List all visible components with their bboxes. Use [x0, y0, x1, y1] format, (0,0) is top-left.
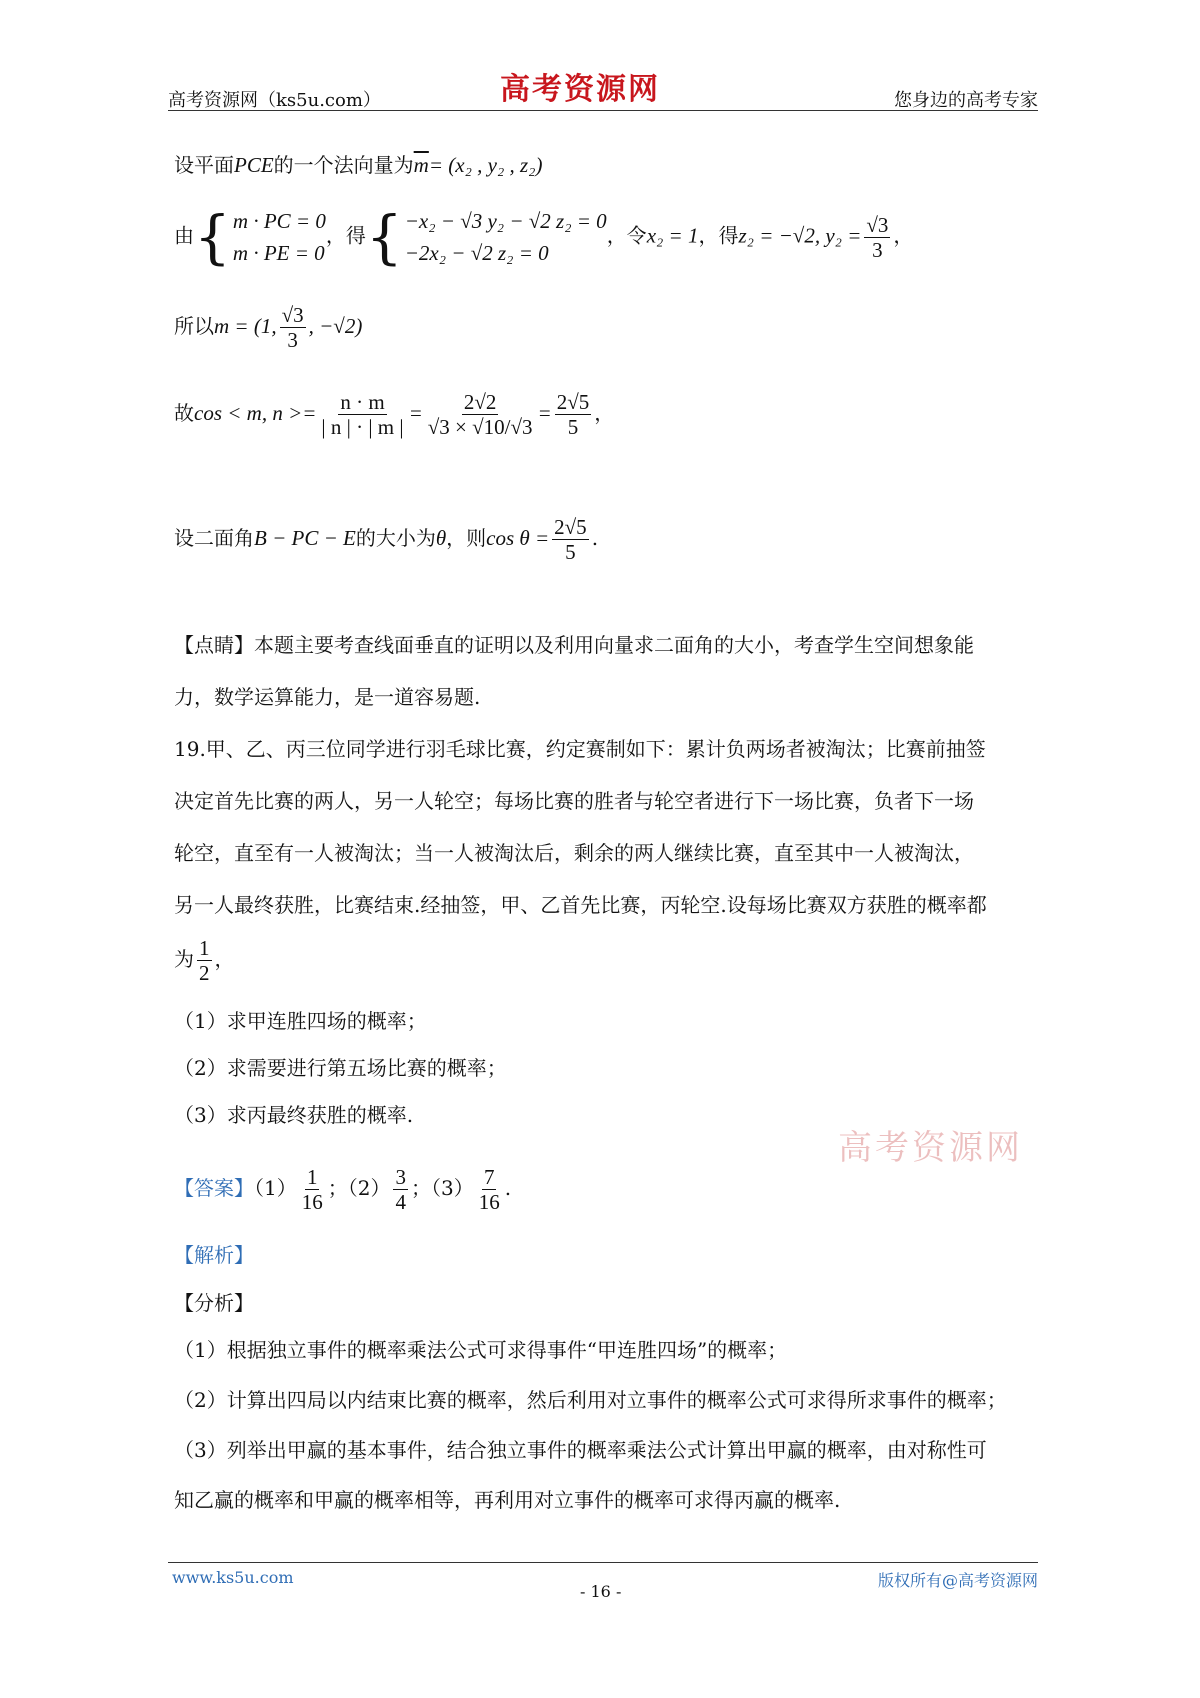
analysis-4: 知乙赢的概率和甲赢的概率相等，再利用对立事件的概率可求得丙赢的概率. [174, 1488, 841, 1512]
vector-components: = (x₂ , y₂ , z₂) [428, 153, 543, 177]
numerator: 1 [199, 936, 210, 960]
sub-question-2: （2）求需要进行第五场比赛的概率； [174, 1056, 507, 1080]
analysis-3: （3）列举出甲赢的基本事件，结合独立事件的概率乘法公式计算出甲赢的概率，由对称性可 [174, 1438, 987, 1462]
analysis-1: （1）根据独立事件的概率乘法公式可求得事件“甲连胜四场”的概率； [174, 1338, 788, 1362]
fenxi-label: 【分析】 [174, 1291, 254, 1315]
text: ；（2） [327, 1176, 391, 1200]
cos-theta: cos θ = [486, 526, 550, 550]
cosine-line [174, 390, 614, 439]
denominator: 5 [567, 415, 579, 439]
footer-copyright: 版权所有@高考资源网 [877, 1571, 1038, 1590]
question-19-line-3: 轮空，直至有一人被淘汰；当一人被淘汰后，剩余的两人继续比赛，直至其中一人被淘汰， [174, 841, 974, 865]
question-19-line-1: 19.甲、乙、丙三位同学进行羽毛球比赛，约定赛制如下：累计负两场者被淘汰；比赛前抽签 [174, 737, 986, 761]
text: （1） [254, 1176, 297, 1200]
system-2 [405, 205, 607, 269]
fraction [426, 390, 535, 439]
jiexi-label: 【解析】 [174, 1243, 254, 1267]
question-19-line-5 [174, 936, 235, 985]
numerator: √3 [281, 303, 304, 327]
text: 的大小为 [355, 526, 436, 550]
angle-name: B − PC − E [254, 526, 356, 550]
numerator: n · m [340, 390, 385, 414]
fraction [280, 303, 306, 352]
cos-expr: cos < m, n >= [194, 401, 317, 425]
page-number: - 16 - [580, 1582, 622, 1601]
dianjing-line-1: 【点睛】本题主要考查线面垂直的证明以及利用向量求二面角的大小，考查学生空间想象能 [174, 633, 974, 657]
numerator: 2√5 [556, 390, 590, 414]
text: 为 [174, 947, 194, 971]
plane-name: PCE [234, 153, 274, 177]
text: 的一个法向量为 [273, 153, 414, 177]
vector-m: $\overline{m}$ [413, 153, 429, 177]
assignment: x₂ = 1 [646, 223, 699, 248]
system-1 [233, 205, 326, 269]
text: 设二面角 [174, 526, 254, 550]
numerator: 1 [306, 1165, 318, 1189]
fraction [555, 390, 592, 439]
system-line [174, 205, 913, 269]
text: 故 [174, 401, 194, 425]
fraction [300, 1165, 325, 1214]
theta: θ [435, 526, 447, 550]
fraction [477, 1165, 502, 1214]
fraction [319, 390, 405, 439]
question-19-line-2: 决定首先比赛的两人，另一人轮空；每场比赛的胜者与轮空者进行下一场比赛，负者下一场 [174, 789, 974, 813]
equals: = [537, 401, 552, 425]
numerator: 7 [483, 1165, 495, 1189]
numerator: 2√2 [463, 390, 497, 414]
text: ，则 [446, 526, 487, 550]
text: 所以 [174, 314, 214, 338]
numerator: 3 [395, 1165, 406, 1189]
fraction [552, 515, 589, 564]
vector-m-def: m = (1, [214, 314, 277, 338]
fraction [864, 213, 890, 262]
text: 设平面 [174, 153, 234, 177]
denominator: 2 [199, 961, 210, 985]
equation: −2x₂ − √2 z₂ = 0 [404, 241, 549, 265]
footer-link[interactable]: www.ks5u.com [172, 1568, 294, 1587]
vector-m-line [174, 303, 362, 352]
denominator: 3 [287, 328, 298, 352]
footer-rule [168, 1562, 1038, 1563]
text: ，令 [606, 223, 647, 248]
fraction [197, 936, 212, 985]
vector-m-end: , −√2) [308, 314, 363, 338]
answer-line [174, 1165, 511, 1214]
denominator: 16 [301, 1190, 323, 1214]
question-19-line-4: 另一人最终获胜，比赛结束.经抽签，甲、乙首先比赛，丙轮空.设每场比赛双方获胜的概率都 [174, 893, 987, 917]
equation: m · PC = 0 [232, 209, 326, 233]
sub-question-3: （3）求丙最终获胜的概率. [174, 1103, 414, 1127]
answer-label: 【答案】 [174, 1176, 254, 1200]
equation: m · PE = 0 [232, 241, 325, 265]
header-logo: 高考资源网 [500, 72, 660, 107]
fraction [393, 1165, 408, 1214]
dihedral-line [174, 515, 598, 564]
numerator: √3 [866, 212, 889, 237]
denominator: 3 [872, 237, 883, 262]
text: ， [893, 223, 914, 248]
analysis-2: （2）计算出四局以内结束比赛的概率，然后利用对立事件的概率公式可求得所求事件的概率； [174, 1388, 1007, 1412]
denominator: 5 [565, 540, 576, 564]
text: ， [594, 401, 615, 425]
text: 由 [174, 223, 194, 248]
denominator: | n | · | m | [321, 415, 404, 439]
sub-question-1: （1）求甲连胜四场的概率； [174, 1009, 427, 1033]
brace: { [194, 203, 231, 271]
watermark: 高考资源网 [838, 1128, 1023, 1168]
denominator: √3 × √10/√3 [427, 415, 533, 439]
text: ， [214, 947, 235, 971]
text: ；（3） [410, 1176, 474, 1200]
text: . [591, 526, 599, 550]
equation: −x₂ − √3 y₂ − √2 z₂ = 0 [404, 209, 607, 233]
denominator: 16 [478, 1190, 500, 1214]
text: ，得 [325, 223, 366, 248]
header-rule [168, 110, 1038, 111]
numerator: 2√5 [554, 515, 587, 539]
text: . [504, 1176, 512, 1200]
text: ，得 [698, 223, 739, 248]
denominator: 4 [395, 1190, 406, 1214]
equals: = [408, 401, 423, 425]
header-left: 高考资源网（ks5u.com） [168, 90, 381, 111]
dianjing-line-2: 力，数学运算能力，是一道容易题. [174, 685, 481, 709]
normal-vector-line [174, 150, 542, 180]
header-right: 您身边的高考专家 [894, 90, 1038, 111]
result: z₂ = −√2, y₂ = [738, 223, 862, 248]
brace: { [365, 203, 403, 271]
